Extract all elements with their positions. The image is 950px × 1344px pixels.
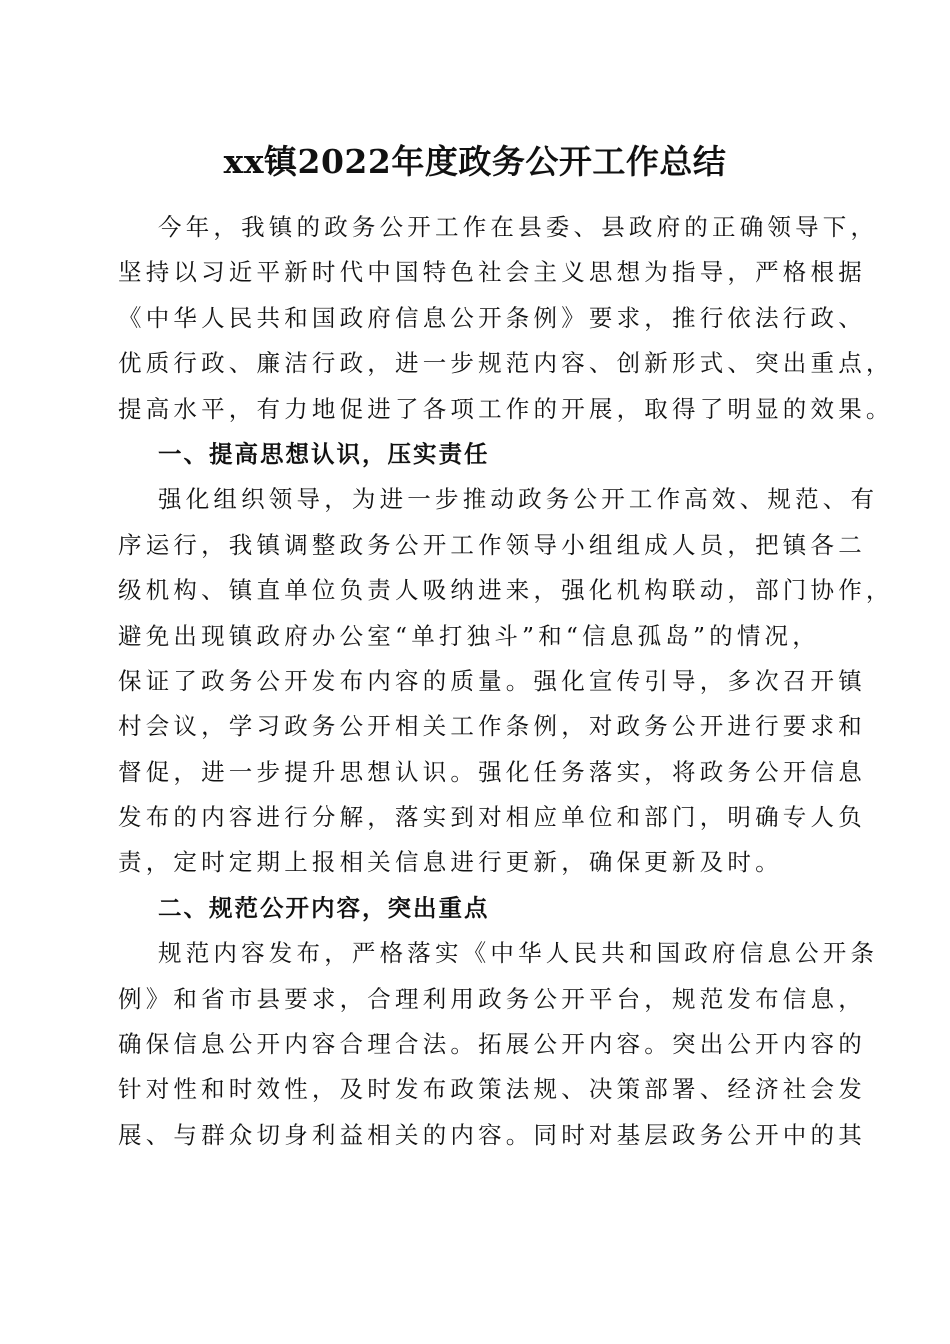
paragraph-2-line-8: 发布的内容进行分解，落实到对相应单位和部门，明确专人负 (118, 803, 866, 832)
paragraph-3-line-4: 针对性和时效性，及时发布政策法规、决策部署、经济社会发 (118, 1075, 866, 1104)
paragraph-3-line-3: 确保信息公开内容合理合法。拓展公开内容。突出公开内容的 (118, 1030, 866, 1059)
paragraph-1-line-1: 今年，我镇的政务公开工作在县委、县政府的正确领导下， (158, 213, 879, 241)
paragraph-2-line-5: 保证了政务公开发布内容的质量。强化宣传引导，多次召开镇 (118, 666, 866, 695)
paragraph-1-line-3: 《中华人民共和国政府信息公开条例》要求，推行依法行政、 (118, 303, 866, 332)
paragraph-2-line-9: 责，定时定期上报相关信息进行更新，确保更新及时。 (118, 848, 783, 877)
paragraph-3-line-5: 展、与群众切身利益相关的内容。同时对基层政务公开中的其 (118, 1120, 866, 1149)
paragraph-2-line-1: 强化组织领导，为进一步推动政务公开工作高效、规范、有 (158, 485, 879, 514)
paragraph-2-line-3: 级机构、镇直单位负责人吸纳进来，强化机构联动，部门协作， (118, 576, 894, 605)
paragraph-3-line-1: 规范内容发布，严格落实《中华人民共和国政府信息公开条 (158, 939, 879, 968)
paragraph-2-line-2: 序运行，我镇调整政务公开工作领导小组组成人员，把镇各二 (118, 530, 866, 559)
paragraph-1-line-2: 坚持以习近平新时代中国特色社会主义思想为指导，严格根据 (118, 258, 866, 287)
paragraph-2-line-4: 避免出现镇政府办公室“单打独斗”和“信息孤岛”的情况， (118, 621, 820, 650)
paragraph-2-line-6: 村会议，学习政务公开相关工作条例，对政务公开进行要求和 (118, 712, 866, 741)
paragraph-1-line-4: 优质行政、廉洁行政，进一步规范内容、创新形式、突出重点， (118, 349, 894, 378)
paragraph-1-line-5: 提高水平，有力地促进了各项工作的开展，取得了明显的效果。 (118, 394, 894, 423)
document-body (118, 205, 894, 1158)
section-heading-1: 一、提高思想认识，压实责任 (158, 439, 490, 468)
document-title: xx镇2022年度政务公开工作总结 (223, 142, 727, 181)
section-heading-2: 二、规范公开内容，突出重点 (158, 893, 490, 922)
paragraph-3-line-2: 例》和省市县要求，合理利用政务公开平台，规范发布信息， (118, 984, 866, 1013)
paragraph-2-line-7: 督促，进一步提升思想认识。强化任务落实，将政务公开信息 (118, 757, 866, 786)
